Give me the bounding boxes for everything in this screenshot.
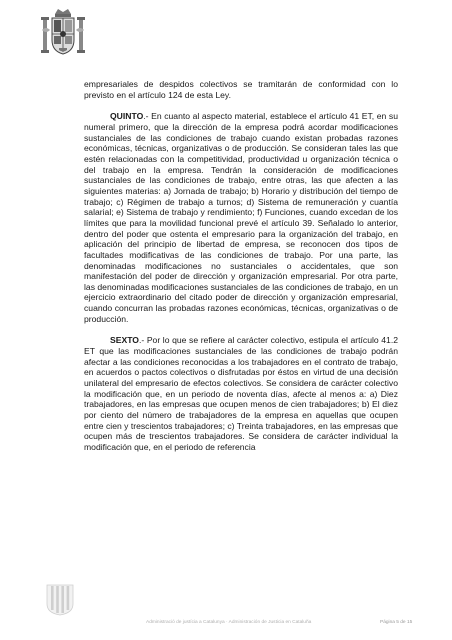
paragraph-heading: SEXTO <box>110 335 139 346</box>
spain-coat-of-arms-icon <box>38 6 88 62</box>
paragraph-continuation: empresariales de despidos colectivos se tramitarán de conformidad con lo previsto en el artículo 124 de esta Ley. <box>84 79 398 100</box>
paragraph-text: .- En cuanto al aspecto material, establece el artículo 41 ET, en su numeral primero, que la dirección de la empresa podrá acordar modificaciones sustanciales de las condiciones de trabajo cuando existan probadas razones económicas, técnicas, organizativas o de producción. Se consideran tales las que estén relacionadas con la competitividad, productividad u organización técnica o del trabajo en la empresa. Tendrán la consideración de modificaciones sustanciales de las condiciones de trabajo, entre otras, las que afecten a las siguientes materias: a) Jornada de trabajo; b) Horario y distribución del tiempo de trabajo; c) Régimen de trabajo a turnos; d) Sistema de remuneración y cuantía salarial; e) Sistema de trabajo y rendimiento; f) Funciones, cuando excedan de los límites que para la movilidad funcional prevé el artículo 39. Señalado lo anterior, dentro del poder que ostenta el empresario para la organización del trabajo, en aplicación del principio de libertad de empresa, se reconocen dos tipos de facultades modificativas de las condiciones de trabajo. Por una parte, las denominadas modificaciones no sustanciales o accidentales, que son manifestación del poder de dirección y organización empresarial. Por otra parte, las denominadas modificaciones sustanciales de las condiciones de trabajo, en un ejercicio extraordinario del citado poder de dirección y organización empresarial, cuando concurran las probadas razones económicas, técnicas, organizativas o de producción. <box>84 111 398 324</box>
paragraph-quinto <box>84 111 398 324</box>
document-body <box>84 79 398 464</box>
paragraph-heading: QUINTO <box>110 111 144 122</box>
footer-institution-text: Administració de justícia a Catalunya · Administración de Justicia en Cataluña <box>146 620 312 625</box>
paragraph-sexto <box>84 335 398 452</box>
paragraph-text: .- Por lo que se refiere al carácter colectivo, estipula el artículo 41.2 ET que las modificaciones sustanciales de las condiciones de trabajo podrán afectar a las condiciones reconocidas a los trabajadores en el contrato de trabajo, en acuerdos o pactos colectivos o disfrutadas por éstos en virtud de una decisión unilateral del empresario de efectos colectivos. Se considera de carácter colectivo la modificación que, en un periodo de noventa días, afecte al menos a: a) Diez trabajadores, en las empresas que ocupen menos de cien trabajadores; b) El diez por ciento del número de trabajadores de la empresa en aquellas que ocupen entre cien y trescientos trabajadores; c) Treinta trabajadores, en las empresas que ocupen más de trescientos trabajadores. Se considera de carácter individual la modificación que, en el periodo de referencia <box>84 335 398 452</box>
page-number: Página 5 de 15 <box>380 620 413 625</box>
catalonia-senyera-icon <box>46 584 74 616</box>
